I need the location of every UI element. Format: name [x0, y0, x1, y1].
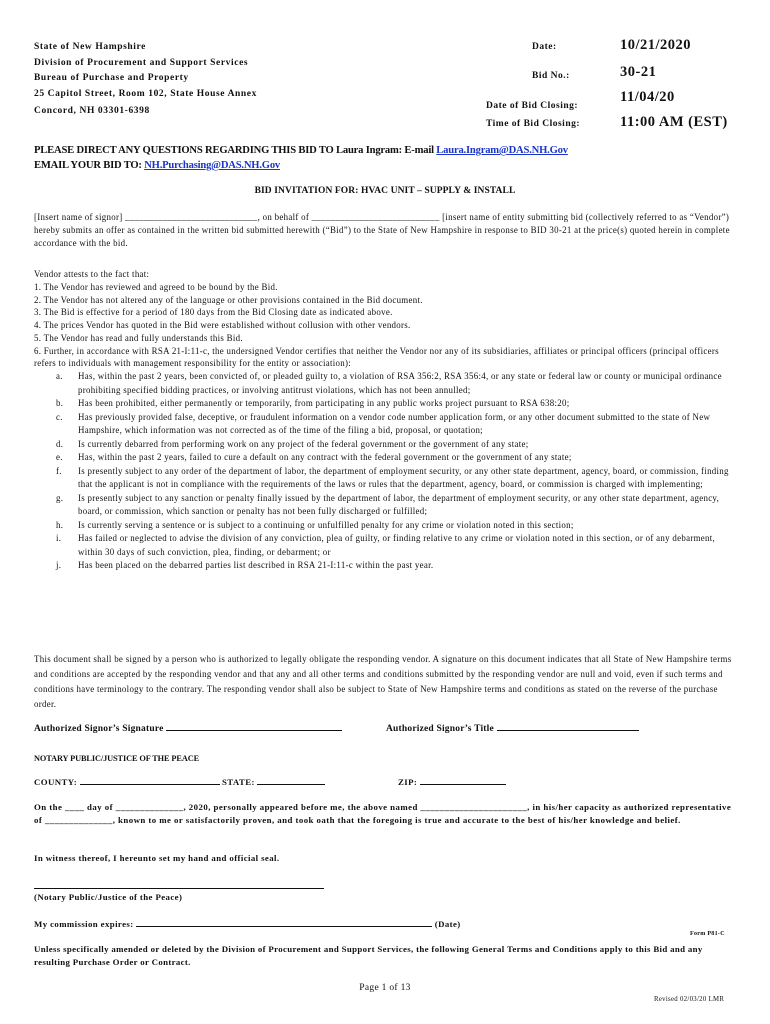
- certification-item: [34, 451, 736, 465]
- attest-item: 4. The prices Vendor has quoted in the Bid were established without collusion with other vendors.: [34, 320, 411, 330]
- commission-field[interactable]: [34, 918, 461, 931]
- state-label: STATE:: [222, 777, 255, 787]
- item-text: Is presently subject to any sanction or penalty finally issued by the department of labor, the department of employment security, or any other state department, agency, board, or commission, which sanction or penalty has not been fully discharged or fulfilled;: [78, 492, 720, 516]
- page-number: [0, 983, 770, 993]
- state-field[interactable]: [222, 776, 325, 789]
- signor-title-field[interactable]: [386, 724, 639, 734]
- item-letter: h.: [56, 519, 64, 530]
- zip-label: ZIP:: [398, 777, 418, 787]
- closing-time-label: Time of Bid Closing:: [486, 119, 581, 129]
- item-letter: c.: [56, 411, 63, 422]
- agency-address: [34, 40, 257, 120]
- address-line: 25 Capitol Street, Room 102, State House Annex: [34, 88, 257, 99]
- item-letter: i.: [56, 533, 62, 543]
- certification-item: [34, 397, 736, 411]
- questions-line: [34, 143, 568, 158]
- certification-item: [34, 465, 736, 492]
- item-text: Is currently debarred from performing work on any project of the federal government or the government of any state;: [78, 438, 529, 449]
- witness-statement: In witness thereof, I hereunto set my hand and official seal.: [34, 853, 280, 863]
- questions-block: [34, 143, 568, 173]
- item-text: Has failed or neglected to advise the division of any conviction, plea of guilty, or finding relative to any crime or violation noted in this section, or of any debarment, within 30 days of such conviction, plea, finding, or debarment; or: [78, 533, 716, 557]
- address-line: Bureau of Purchase and Property: [34, 73, 189, 83]
- intro-paragraph: [34, 211, 736, 250]
- attestation-section: [34, 268, 736, 573]
- item-text: Has been placed on the debarred parties list described in RSA 21-I:11-c within the past year.: [78, 560, 434, 570]
- item-text: Has been prohibited, either permanently or temporarily, from participating in any public works project pursuant to RSA 638:20;: [78, 398, 570, 408]
- certification-item: [34, 532, 736, 559]
- item-letter: g.: [56, 492, 64, 503]
- attest-item: 1. The Vendor has reviewed and agreed to be bound by the Bid.: [34, 281, 278, 292]
- signing-paragraph: [34, 652, 736, 712]
- item-letter: d.: [56, 438, 64, 449]
- notary-signature-line[interactable]: [34, 888, 324, 889]
- submit-text: EMAIL YOUR BID TO:: [34, 160, 145, 171]
- item-letter: a.: [56, 371, 63, 381]
- commission-blank: [136, 925, 432, 927]
- certification-item: [34, 492, 736, 519]
- address-line: Concord, NH 03301-6398: [34, 106, 150, 116]
- page-prefix: Page: [359, 983, 382, 993]
- bid-no-label: Bid No.:: [532, 71, 570, 81]
- page-total: 13: [400, 983, 411, 993]
- attest-item: 6. Further, in accordance with RSA 21-I:11-c, the undersigned Vendor certifies that neither the Vendor nor any of its subsidiaries, affiliates or principal officers (principal officers refers to individuals with management responsibility for the entity or association):: [34, 345, 719, 369]
- signing-text: This document shall be signed by a person who is authorized to legally obligate the responding vendor. A signature on this document indicates that all State of New Hampshire terms and conditions are accepted by the responding vendor and that any and all other terms and conditions submitted by the responding vendor are null and void, even if such terms and conditions have terminology to the contrary. The responding vendor shall also be subject to State of New Hampshire terms and conditions as stated on the reverse of the purchase order.: [34, 654, 732, 709]
- notary-caption: (Notary Public/Justice of the Peace): [34, 892, 183, 902]
- contact-email-link[interactable]: Laura.Ingram@DAS.NH.Gov: [436, 145, 568, 156]
- signor-signature-label: Authorized Signor’s Signature: [34, 724, 164, 734]
- item-letter: j.: [56, 560, 62, 570]
- intro-text: [Insert name of signor] ____________________________, on behalf of ___________________________ [insert name of entity submitting bid (collectively referred to as “Vendor”) hereby submits an offer as contained in the written bid submitted herewith (“Bid”) to the State of New Hampshire in response to BID 30-21 at the price(s) quoted herein in complete accordance with the bid.: [34, 212, 730, 248]
- title-blank: [497, 729, 639, 731]
- certification-list: [34, 370, 736, 573]
- certification-item: [34, 519, 736, 533]
- attest-intro: Vendor attests to the fact that:: [34, 269, 150, 279]
- submit-line: [34, 158, 568, 173]
- commission-date-label: (Date): [434, 919, 461, 929]
- county-blank: [80, 783, 220, 785]
- attest-list: [34, 281, 736, 370]
- bid-no-value: 30-21: [620, 64, 657, 80]
- closing-date-value: 11/04/20: [620, 89, 675, 105]
- item-text: Is presently subject to any order of the department of labor, the department of employment security, or any other state department, agency, board, or commission, finding that the applicant is not in compliance with the requirements of the laws or rules that the department, agency, board, or commission is charged with implementing;: [78, 465, 729, 489]
- certification-item: [34, 411, 736, 438]
- item-letter: b.: [56, 398, 64, 408]
- certification-item: [34, 370, 736, 397]
- commission-label: My commission expires:: [34, 919, 134, 929]
- page-of: of: [386, 983, 401, 993]
- page-current: 1: [381, 983, 387, 993]
- item-text: Has, within the past 2 years, been convicted of, or pleaded guilty to, a violation of RSA 356:2, RSA 356:4, or any state or federal law or county or municipal ordinance prohibiting specified bidding practices, or involving antitrust violations, which has not been annulled;: [78, 371, 722, 395]
- submission-email-link[interactable]: NH.Purchasing@DAS.NH.Gov: [144, 160, 281, 171]
- signor-signature-field[interactable]: [34, 724, 342, 734]
- form-id: Form P81-C: [690, 931, 725, 937]
- certification-item: [34, 559, 736, 573]
- zip-field[interactable]: [398, 776, 506, 789]
- questions-text: PLEASE DIRECT ANY QUESTIONS REGARDING THIS BID TO Laura Ingram: E-mail: [34, 145, 437, 156]
- zip-blank: [420, 783, 506, 785]
- closing-statement: Unless specifically amended or deleted by the Division of Procurement and Support Services, the following General Terms and Conditions apply to this Bid and any resulting Purchase Order or Contract.: [34, 944, 703, 967]
- attest-item: 3. The Bid is effective for a period of 180 days from the Bid Closing date as indicated above.: [34, 307, 393, 318]
- county-label: COUNTY:: [34, 777, 78, 787]
- item-text: Has previously provided false, deceptive, or fraudulent information on a vendor code number application form, or any other document submitted to the state of New Hampshire, which information was not corrected as of the time of the filing a bid, proposal, or quotation;: [78, 411, 711, 435]
- attest-item: 5. The Vendor has read and fully understands this Bid.: [34, 332, 243, 343]
- address-line: State of New Hampshire: [34, 42, 146, 52]
- item-letter: f.: [56, 465, 62, 476]
- certification-item: [34, 438, 736, 452]
- signor-title-label: Authorized Signor’s Title: [386, 724, 494, 734]
- item-text: Has, within the past 2 years, failed to cure a default on any contract with the federal government or the government of any state;: [78, 452, 572, 462]
- bid-title: BID INVITATION FOR: HVAC UNIT – SUPPLY & INSTALL: [254, 186, 516, 196]
- item-letter: e.: [56, 452, 63, 462]
- closing-date-label: Date of Bid Closing:: [486, 101, 579, 111]
- state-blank: [257, 783, 325, 785]
- item-text: Is currently serving a sentence or is subject to a continuing or unfulfilled penalty for any crime or violation noted in this section;: [78, 519, 574, 530]
- date-value: 10/21/2020: [620, 37, 692, 53]
- notary-heading: NOTARY PUBLIC/JUSTICE OF THE PEACE: [34, 754, 200, 763]
- closing-time-value: 11:00 AM (EST): [620, 114, 728, 130]
- revision-note: Revised 02/03/20 LMR: [654, 996, 725, 1003]
- notary-appearance[interactable]: On the ____ day of ______________, 2020, personally appeared before me, the above named ______________________, in his/her capacity as authorized representative of ______________, known to me or satisfactorily proven, and took oath that the foregoing is true and accurate to the best of his/her knowledge and belief.: [34, 802, 732, 825]
- date-label: Date:: [532, 42, 557, 52]
- address-line: Division of Procurement and Support Services: [34, 57, 249, 68]
- county-field[interactable]: [34, 776, 220, 789]
- attest-item: 2. The Vendor has not altered any of the language or other provisions contained in the Bid document.: [34, 294, 423, 305]
- signature-blank: [166, 729, 342, 731]
